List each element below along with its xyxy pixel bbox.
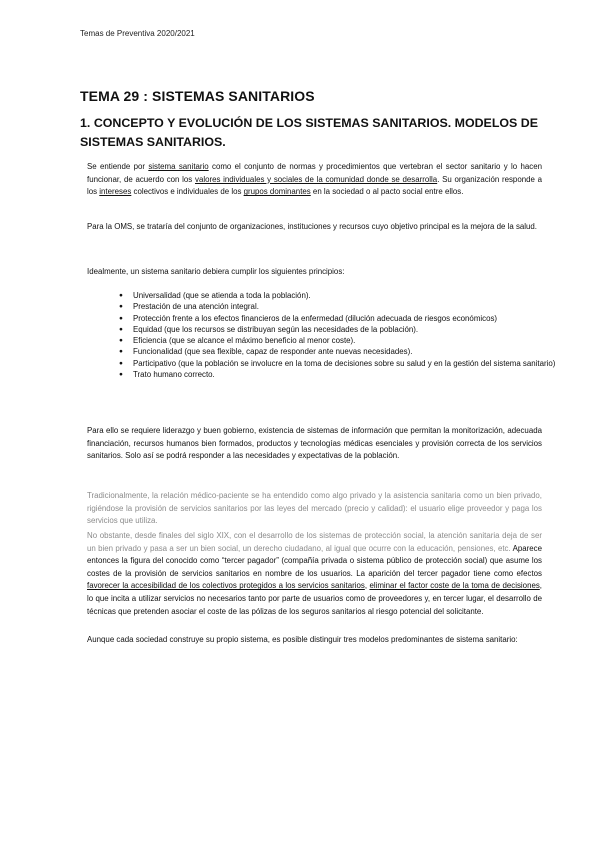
text-span: colectivos e individuales de los [131,187,244,197]
paragraph-tradicionalmente: Tradicionalmente, la relación médico-paciente se ha entendido como algo privado y la asistencia sanitaria como un bien privado, rigiéndose la provisión de servicios sanitarios por las leyes del mercado (precio y calidad): el usuario elige proveedor y paga los servicios que utiliza. [87,491,542,526]
text-span: como el conjunto de normas y procedimientos que vertebran el sector sanitario y lo hacen funcionar, de acuerdo con los [87,162,542,184]
list-item: ● Universalidad (que se atienda a toda la población). [133,290,557,301]
paragraph-oms: Para la OMS, se trataría del conjunto de organizaciones, instituciones y recursos cuyo objetivo principal es la mejora de la salud. [87,222,538,231]
text-span: , [364,581,370,591]
page-title: TEMA 29 : SISTEMAS SANITARIOS [80,88,315,104]
term-accesibilidad: favorecer la accesibilidad de los colectivos protegidos a los servicios sanitarios [87,581,365,591]
list-item: ● Participativo (que la población se involucre en la toma de decisiones sobre su salud y en la gestión del sistema sanitario) [133,358,557,369]
paragraph-liderazgo: Para ello se requiere liderazgo y buen gobierno, existencia de sistemas de información que permitan la monitorización, adecuada financiación, recursos humanos bien formados, productos y tecnologías médicas esenciales y provisión correcta de los servicios sanitarios. Solo así se podrá responder a las necesidades y expectativas de la población. [87,426,542,461]
paragraph-tercer-pagador [87,530,542,618]
list-item: ● Equidad (que los recursos se distribuyan según las necesidades de la población). [133,324,557,335]
list-item: ● Eficiencia (que se alcance el máximo beneficio al menor coste). [133,335,557,346]
list-item: ● Protección frente a los efectos financieros de la enfermedad (dilución adecuada de riesgos económicos) [133,313,557,324]
paragraph-modelos-intro: Aunque cada sociedad construye su propio sistema, es posible distinguir tres modelos predominantes de sistema sanitario: [87,635,518,644]
page-header: Temas de Preventiva 2020/2021 [80,29,195,38]
term-grupos-dominantes: grupos dominantes [243,187,311,197]
paragraph-principles-intro: Idealmente, un sistema sanitario debiera cumplir los siguientes principios: [87,267,345,276]
section-heading: 1. CONCEPTO Y EVOLUCIÓN DE LOS SISTEMAS SANITARIOS. MODELOS DE SISTEMAS SANITARIOS. [80,116,538,149]
list-item: ● Funcionalidad (que sea flexible, capaz de responder ante nuevas necesidades). [133,346,557,357]
list-item: ● Trato humano correcto. [133,369,557,380]
text-span: Se entiende por [87,162,149,171]
term-valores: valores individuales y sociales de la comunidad donde se desarrolla [195,174,438,184]
term-intereses: intereses [99,187,132,197]
list-item: ● Prestación de una atención integral. [133,301,557,312]
text-span: en la sociedad o al pacto social entre ellos. [310,187,464,197]
text-span: . Su organización responde a los [87,174,543,197]
principles-list [118,290,557,380]
term-sistema-sanitario: sistema sanitario [148,162,209,171]
text-span: Aparece entonces la figura del conocido como “tercer pagador” (compañía privada o sistema público de protección social) que asume los costes de la provisión de servicios sanitarios en nombre de los usuarios. La aparición del tercer pagador tiene como efectos [87,543,542,578]
text-span: , lo que incita a utilizar servicios no necesarios tanto por parte de usuarios como de proveedores y, en tercer lugar, el desarrollo de técnicas que pretenden asociar el coste de las pólizas de los seguros sanitarios al riesgo potencial del solicitante. [87,581,542,616]
paragraph-definition [87,161,542,199]
term-factor-coste: eliminar el factor coste de la toma de decisiones [369,581,540,591]
text-span: No obstante, desde finales del siglo XIX, con el desarrollo de los sistemas de protección social, la atención sanitaria deja de ser un bien privado y pasa a ser un bien social, un derecho ciudadano, al igual que ocurre con la educación, pensiones, etc. [87,531,542,553]
